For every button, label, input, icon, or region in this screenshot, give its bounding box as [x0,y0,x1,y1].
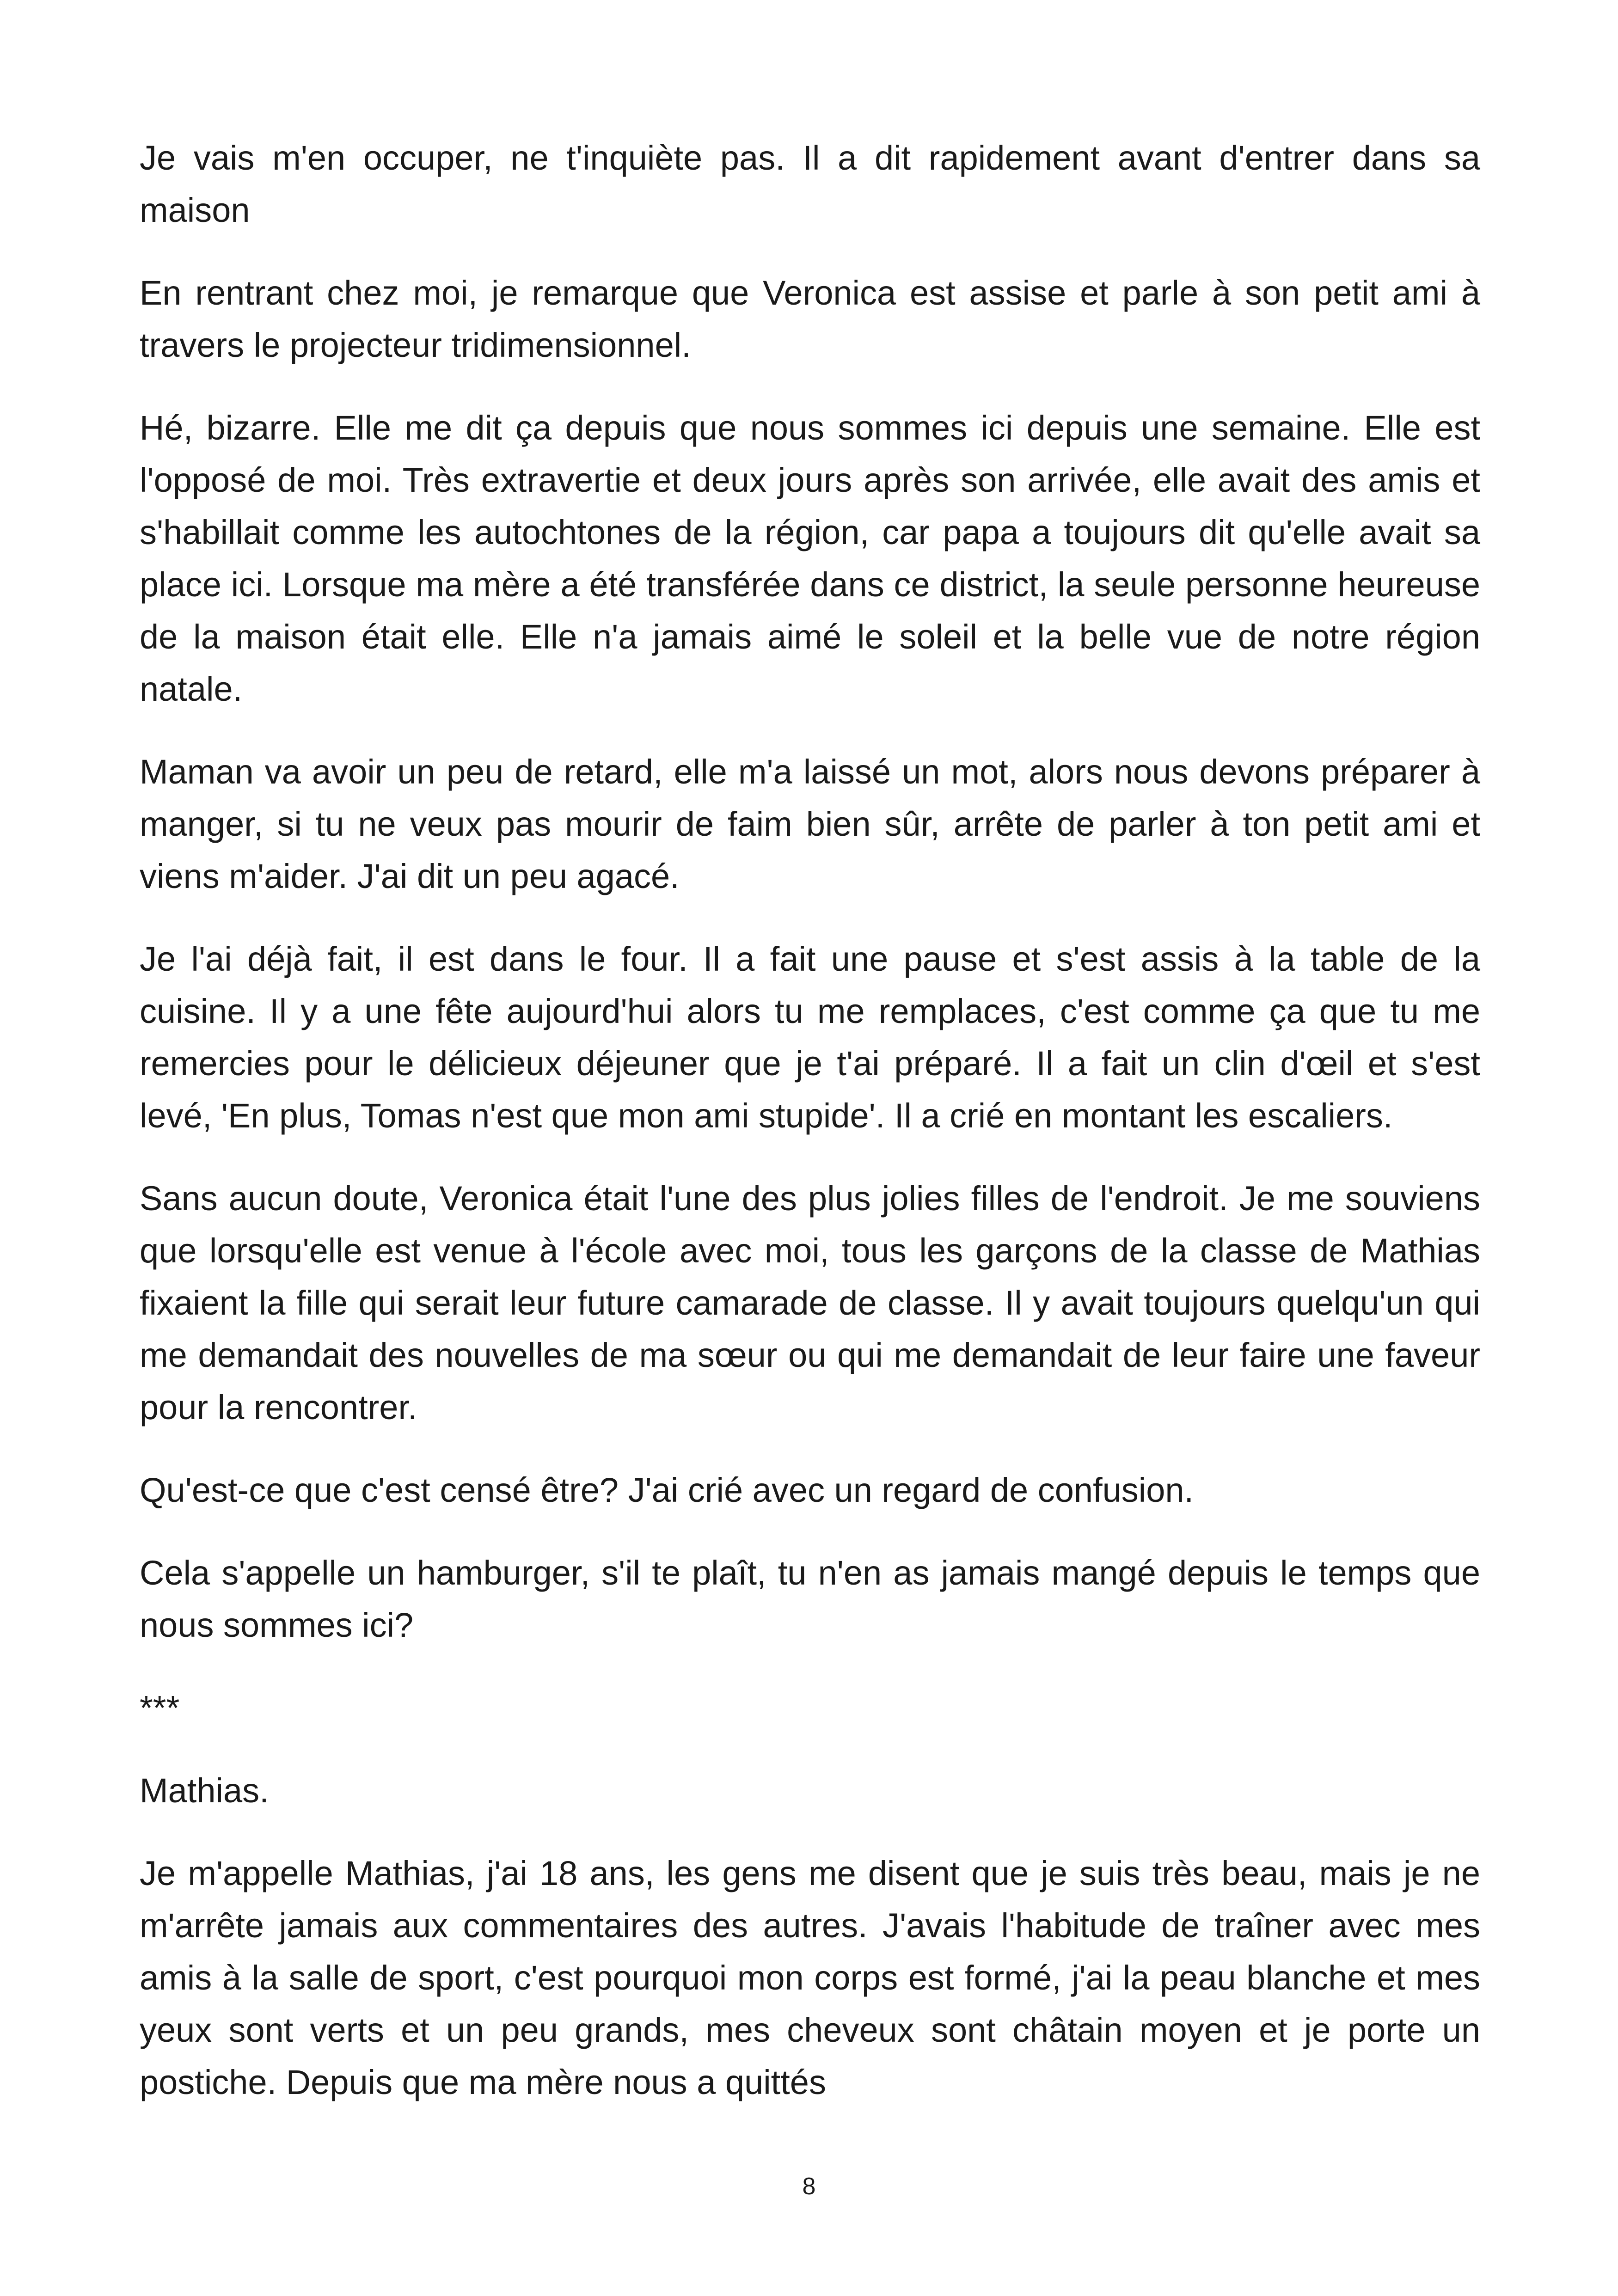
paragraph: Je m'appelle Mathias, j'ai 18 ans, les gens me disent que je suis très beau, mais je ne m'arrête jamais aux commentaires des autres. J'avais l'habitude de traîner avec mes amis à la salle de sport, c'est pourquoi mon corps est formé, j'ai la peau blanche et mes yeux sont verts et un peu grands, mes cheveux sont châtain moyen et je porte un postiche. Depuis que ma mère nous a quittés [140,1854,1480,2101]
chapter-heading: Mathias. [140,1771,269,1810]
paragraph: En rentrant chez moi, je remarque que Veronica est assise et parle à son petit ami à travers le projecteur tridimensionnel. [140,274,1480,364]
paragraph: Maman va avoir un peu de retard, elle m'a laissé un mot, alors nous devons préparer à manger, si tu ne veux pas mourir de faim bien sûr, arrête de parler à ton petit ami et viens m'aider. J'ai dit un peu agacé. [140,753,1480,895]
scene-break: *** [140,1689,180,1727]
paragraph: Qu'est-ce que c'est censé être? J'ai crié avec un regard de confusion. [140,1471,1194,1509]
paragraph: Cela s'appelle un hamburger, s'il te plaît, tu n'en as jamais mangé depuis le temps que nous sommes ici? [140,1554,1480,1644]
paragraph: Je vais m'en occuper, ne t'inquiète pas. Il a dit rapidement avant d'entrer dans sa maison [140,139,1480,229]
page-number: 8 [802,2173,816,2200]
body-text [140,132,1480,2139]
paragraph: Je l'ai déjà fait, il est dans le four. Il a fait une pause et s'est assis à la table de la cuisine. Il y a une fête aujourd'hui alors tu me remplaces, c'est comme ça que tu me remercies pour le délicieux déjeuner que je t'ai préparé. Il a fait un clin d'œil et s'est levé, 'En plus, Tomas n'est que mon ami stupide'. Il a crié en montant les escaliers. [140,940,1480,1135]
paragraph: Sans aucun doute, Veronica était l'une des plus jolies filles de l'endroit. Je me souviens que lorsqu'elle est venue à l'école avec moi, tous les garçons de la classe de Mathias fixaient la fille qui serait leur future camarade de classe. Il y avait toujours quelqu'un qui me demandait des nouvelles de ma sœur ou qui me demandait de leur faire une faveur pour la rencontrer. [140,1179,1480,1427]
paragraph: Hé, bizarre. Elle me dit ça depuis que nous sommes ici depuis une semaine. Elle est l'opposé de moi. Très extravertie et deux jours après son arrivée, elle avait des amis et s'habillait comme les autochtones de la région, car papa a toujours dit qu'elle avait sa place ici. Lorsque ma mère a été transférée dans ce district, la seule personne heureuse de la maison était elle. Elle n'a jamais aimé le soleil et la belle vue de notre région natale. [140,409,1480,708]
